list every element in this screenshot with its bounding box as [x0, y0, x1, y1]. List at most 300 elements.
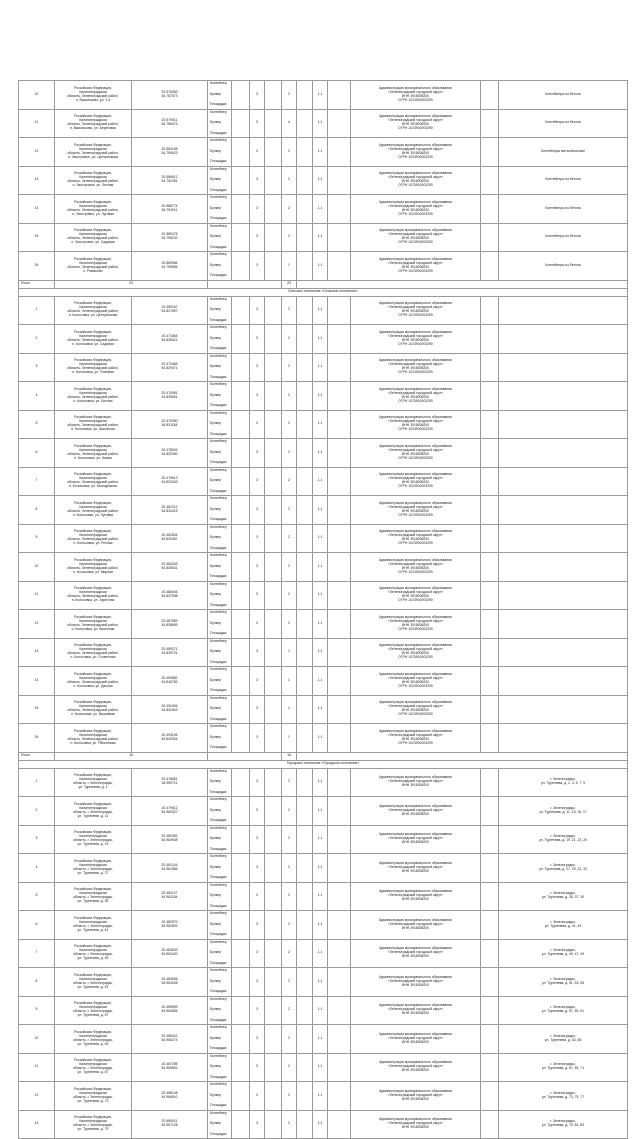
empty-cell — [297, 610, 313, 639]
empty-cell — [328, 382, 351, 411]
option-label: Бункер — [210, 262, 222, 267]
container-volume: 1,1 — [313, 911, 328, 940]
option-label: Контейнер — [210, 724, 227, 729]
option-label: Бункер — [210, 234, 222, 239]
option-label: Контейнер — [210, 439, 227, 444]
option-label: Площадка — [210, 403, 227, 408]
row-number: 16 — [19, 252, 55, 281]
site-coordinates: 20.589984 54.795556 — [132, 252, 208, 281]
waste-sources: Контейнеры из бетона — [499, 223, 628, 252]
empty-cell — [232, 968, 250, 997]
row-number: 13 — [19, 1110, 55, 1139]
section-header-row — [19, 760, 628, 768]
empty-cell — [265, 768, 282, 797]
empty-cell — [481, 768, 499, 797]
empty-cell — [328, 109, 351, 138]
empty-cell — [297, 382, 313, 411]
surface-type: 3 — [250, 1082, 265, 1111]
empty-cell — [481, 854, 499, 883]
waste-sources: Контейнеры из бетона — [499, 252, 628, 281]
site-owner: Администрация муниципального образования «Зеленоградский городской округ» ИНН 3918008200 — [351, 1053, 481, 1082]
option-label: Бункер — [210, 392, 222, 397]
container-volume: 1,1 — [313, 325, 328, 354]
waste-sources: Контейнеры из бетона — [499, 109, 628, 138]
site-coordinates: 20.475081 54.830551 — [132, 382, 208, 411]
empty-cell — [265, 581, 282, 610]
empty-cell — [265, 325, 282, 354]
container-count: 2 — [282, 467, 297, 496]
waste-sources — [499, 467, 628, 496]
site-coordinates: 20.589475 54.795232 — [132, 223, 208, 252]
container-type-options — [208, 968, 232, 997]
surface-type: 3 — [250, 768, 265, 797]
option-label: Площадка — [210, 875, 227, 880]
container-count: 2 — [282, 353, 297, 382]
table-row — [19, 109, 628, 138]
container-type-options — [208, 667, 232, 696]
site-coordinates: 20.492494 54.841843 — [132, 695, 208, 724]
container-volume: 1,1 — [313, 797, 328, 826]
site-address: Российская Федерация, Калининградская область, Зеленоградский район, п. Колосовка, ул. Полевая — [55, 353, 132, 382]
table-row — [19, 768, 628, 797]
site-address: Российская Федерация, Калининградская область, Зеленоградский район, п. Колосовка, ул. Новая — [55, 439, 132, 468]
container-volume: 1,1 — [313, 524, 328, 553]
empty-cell — [297, 252, 313, 281]
empty-cell — [232, 252, 250, 281]
container-count: 2 — [282, 410, 297, 439]
empty-cell — [481, 496, 499, 525]
waste-sources — [499, 410, 628, 439]
empty-cell — [232, 467, 250, 496]
site-coordinates: 20.485559 54.964656 — [132, 996, 208, 1025]
empty-cell — [297, 667, 313, 696]
empty-cell — [328, 882, 351, 911]
option-label: Бункер — [210, 364, 222, 369]
row-number: 12 — [19, 1082, 55, 1111]
surface-type: 3 — [250, 610, 265, 639]
option-label: Бункер — [210, 120, 222, 125]
empty-cell — [232, 911, 250, 940]
empty-cell — [265, 724, 282, 753]
empty-cell — [232, 724, 250, 753]
container-count: 2 — [282, 825, 297, 854]
empty-cell — [297, 752, 628, 760]
table-row — [19, 610, 628, 639]
empty-cell — [481, 797, 499, 826]
container-volume: 1,1 — [313, 882, 328, 911]
empty-cell — [481, 166, 499, 195]
empty-cell — [297, 410, 313, 439]
container-volume: 1,1 — [313, 296, 328, 325]
total-row — [19, 752, 628, 760]
container-volume: 1,1 — [313, 724, 328, 753]
container-count: 1 — [282, 695, 297, 724]
site-address: Российская Федерация, Калининградская область, г. Зеленоградск, ул. Тургенева, д. 79 — [55, 1110, 132, 1139]
container-count: 2 — [282, 968, 297, 997]
empty-cell — [297, 768, 313, 797]
table-row — [19, 911, 628, 940]
container-type-options — [208, 911, 232, 940]
site-address: Российская Федерация, Калининградская область, Зеленоградский район, п. Колосовка, ул. Яблоневая — [55, 724, 132, 753]
container-type-options — [208, 996, 232, 1025]
empty-cell — [232, 825, 250, 854]
row-number: 8 — [19, 496, 55, 525]
surface-type: 3 — [250, 1110, 265, 1139]
container-type-options — [208, 1110, 232, 1139]
table-row — [19, 410, 628, 439]
option-label: Площадка — [210, 1046, 227, 1051]
empty-cell — [265, 695, 282, 724]
waste-sources: г. Зеленоградск, ул. Тургенева, д. 73, 75, 77 — [499, 1082, 628, 1111]
table-row — [19, 296, 628, 325]
empty-cell — [297, 223, 313, 252]
empty-cell — [328, 325, 351, 354]
site-owner: Администрация муниципального образования «Зеленоградский городской округ» ИНН 3918008200 ОГРН 1023902003290 — [351, 724, 481, 753]
container-volume: 1,1 — [313, 467, 328, 496]
option-label: Бункер — [210, 649, 222, 654]
empty-cell — [265, 223, 282, 252]
site-address: Российская Федерация, Калининградская область, Зеленоградский район, п. Колосовка, ул. Садовая — [55, 325, 132, 354]
site-coordinates: 20.469110 54.827697 — [132, 296, 208, 325]
option-label: Бункер — [210, 807, 222, 812]
empty-cell — [265, 1110, 282, 1139]
container-volume: 1,1 — [313, 825, 328, 854]
empty-cell — [481, 667, 499, 696]
site-address: Российская Федерация, Калининградская область, г. Зеленоградск, ул. Тургенева, д. 57 — [55, 996, 132, 1025]
surface-type: 3 — [250, 325, 265, 354]
waste-sources — [499, 638, 628, 667]
row-number: 2 — [19, 325, 55, 354]
waste-sources: г. Зеленоградск, ул. Тургенева, д. 45, 47, 49 — [499, 939, 628, 968]
option-label: Площадка — [210, 130, 227, 135]
option-label: Площадка — [210, 216, 227, 221]
table-row — [19, 325, 628, 354]
container-type-options — [208, 166, 232, 195]
container-type-options — [208, 724, 232, 753]
empty-cell — [265, 1053, 282, 1082]
row-number: 15 — [19, 223, 55, 252]
empty-cell — [232, 1053, 250, 1082]
site-address: Российская Федерация, Калининградская область, Зеленоградский район, п. Колосовка, ул. Речная — [55, 524, 132, 553]
container-type-options — [208, 252, 232, 281]
empty-cell — [232, 1110, 250, 1139]
empty-cell — [481, 695, 499, 724]
site-coordinates: 20.482970 54.962802 — [132, 911, 208, 940]
option-label: Контейнер — [210, 353, 227, 358]
waste-sources — [499, 325, 628, 354]
waste-sources: г. Зеленоградск, ул. Тургенева, д. 51, 53, 55 — [499, 968, 628, 997]
empty-cell — [265, 296, 282, 325]
option-label: Контейнер — [210, 467, 227, 472]
empty-cell — [328, 797, 351, 826]
total-value: 23 — [55, 280, 208, 288]
option-label: Бункер — [210, 592, 222, 597]
row-number: 9 — [19, 996, 55, 1025]
empty-cell — [297, 195, 313, 224]
row-number: 7 — [19, 939, 55, 968]
empty-cell — [328, 581, 351, 610]
option-label: Контейнер — [210, 410, 227, 415]
option-label: Площадка — [210, 1074, 227, 1079]
option-label: Бункер — [210, 677, 222, 682]
waste-sources: Контейнеры из бетона — [499, 195, 628, 224]
empty-cell — [297, 825, 313, 854]
option-label: Площадка — [210, 688, 227, 693]
option-label: Контейнер — [210, 638, 227, 643]
option-label: Контейнер — [210, 939, 227, 944]
table-row — [19, 1053, 628, 1082]
option-label: Контейнер — [210, 138, 227, 143]
container-type-options — [208, 797, 232, 826]
empty-cell — [297, 1025, 313, 1054]
option-label: Бункер — [210, 506, 222, 511]
empty-cell — [297, 638, 313, 667]
empty-cell — [232, 410, 250, 439]
surface-type: 3 — [250, 797, 265, 826]
empty-cell — [297, 325, 313, 354]
container-type-options — [208, 439, 232, 468]
site-address: Российская Федерация, Калининградская область, г. Зеленоградск, ул. Тургенева, д. 45 — [55, 939, 132, 968]
site-owner: Администрация муниципального образования «Зеленоградский городской округ» ИНН 3918008200 ОГРН 1023902003290 — [351, 496, 481, 525]
row-number: 16 — [19, 724, 55, 753]
surface-type: 3 — [250, 854, 265, 883]
container-volume: 1,1 — [313, 439, 328, 468]
empty-cell — [232, 524, 250, 553]
site-owner: Администрация муниципального образования «Зеленоградский городской округ» ИНН 3918008200 ОГРН 1023902003290 — [351, 467, 481, 496]
surface-type: 3 — [250, 882, 265, 911]
site-owner: Администрация муниципального образования «Зеленоградский городской округ» ИНН 3918008200 — [351, 939, 481, 968]
site-coordinates: 20.483833 54.963420 — [132, 939, 208, 968]
empty-cell — [232, 939, 250, 968]
row-number: 1 — [19, 296, 55, 325]
empty-cell — [481, 1053, 499, 1082]
container-count: 2 — [282, 496, 297, 525]
empty-cell — [208, 752, 282, 760]
option-label: Площадка — [210, 989, 227, 994]
row-number: 5 — [19, 410, 55, 439]
site-address: Российская Федерация, Калининградская область, г. Зеленоградск, ул. Тургенева, д. 1 — [55, 768, 132, 797]
empty-cell — [481, 1082, 499, 1111]
empty-cell — [265, 854, 282, 883]
empty-cell — [481, 81, 499, 110]
table-row — [19, 581, 628, 610]
table-row — [19, 667, 628, 696]
empty-cell — [328, 410, 351, 439]
container-volume: 1,1 — [313, 610, 328, 639]
empty-cell — [265, 610, 282, 639]
option-label: Контейнер — [210, 81, 227, 86]
site-coordinates: 20.494105 54.842904 — [132, 724, 208, 753]
option-label: Площадка — [210, 545, 227, 550]
site-owner: Администрация муниципального образования «Зеленоградский городской округ» ИНН 3918008200 — [351, 1110, 481, 1139]
empty-cell — [328, 1082, 351, 1111]
container-type-options — [208, 825, 232, 854]
container-type-options — [208, 1053, 232, 1082]
empty-cell — [297, 553, 313, 582]
container-count: 2 — [282, 223, 297, 252]
table-row — [19, 882, 628, 911]
empty-cell — [328, 524, 351, 553]
empty-cell — [232, 882, 250, 911]
option-label: Контейнер — [210, 854, 227, 859]
site-owner: Администрация муниципального образования «Зеленоградский городской округ» ИНН 3918008200 — [351, 854, 481, 883]
container-type-options — [208, 524, 232, 553]
empty-cell — [232, 138, 250, 167]
empty-cell — [265, 138, 282, 167]
waste-sources: г. Зеленоградск, ул. Тургенева, д. 19, 21, 23, 25 — [499, 825, 628, 854]
option-label: Площадка — [210, 488, 227, 493]
table-row — [19, 797, 628, 826]
empty-cell — [328, 1025, 351, 1054]
empty-cell — [265, 382, 282, 411]
surface-type: 3 — [250, 911, 265, 940]
container-volume: 1,1 — [313, 252, 328, 281]
empty-cell — [232, 797, 250, 826]
row-number: 1 — [19, 768, 55, 797]
empty-cell — [328, 1053, 351, 1082]
container-type-options — [208, 581, 232, 610]
site-address: Российская Федерация, Калининградская область, г. Зеленоградск, ул. Тургенева, д. 73 — [55, 1082, 132, 1111]
empty-cell — [232, 581, 250, 610]
empty-cell — [328, 610, 351, 639]
empty-cell — [328, 825, 351, 854]
container-type-options — [208, 467, 232, 496]
container-volume: 1,1 — [313, 496, 328, 525]
surface-type: 3 — [250, 939, 265, 968]
option-label: Бункер — [210, 91, 222, 96]
total-value: 16 — [282, 752, 297, 760]
table-row — [19, 195, 628, 224]
site-coordinates: 20.588774 54.794011 — [132, 195, 208, 224]
container-count: 2 — [282, 1110, 297, 1139]
empty-cell — [328, 496, 351, 525]
empty-cell — [265, 825, 282, 854]
surface-type: 3 — [250, 825, 265, 854]
empty-cell — [328, 195, 351, 224]
table-row — [19, 524, 628, 553]
empty-cell — [328, 638, 351, 667]
waste-sources: г. Зеленоградск, ул. Тургенева, д. 1, 3, 5, 7, 9 — [499, 768, 628, 797]
option-label: Бункер — [210, 307, 222, 312]
empty-cell — [297, 166, 313, 195]
empty-cell — [481, 553, 499, 582]
option-label: Бункер — [210, 421, 222, 426]
site-owner: Администрация муниципального образования «Зеленоградский городской округ» ИНН 3918008200 ОГРН 1023902003290 — [351, 553, 481, 582]
table-row — [19, 695, 628, 724]
container-type-options — [208, 553, 232, 582]
option-label: Площадка — [210, 846, 227, 851]
option-label: Контейнер — [210, 1053, 227, 1058]
site-coordinates: 20.489271 54.839721 — [132, 638, 208, 667]
option-label: Контейнер — [210, 252, 227, 257]
option-label: Площадка — [210, 789, 227, 794]
container-type-options — [208, 195, 232, 224]
empty-cell — [481, 223, 499, 252]
waste-sources — [499, 496, 628, 525]
empty-cell — [265, 996, 282, 1025]
option-label: Контейнер — [210, 553, 227, 558]
surface-type: 3 — [250, 138, 265, 167]
total-label: Итого — [19, 752, 55, 760]
empty-cell — [328, 911, 351, 940]
empty-cell — [297, 939, 313, 968]
empty-cell — [232, 382, 250, 411]
empty-cell — [232, 667, 250, 696]
container-count: 2 — [282, 524, 297, 553]
container-count: 2 — [282, 81, 297, 110]
container-count: 1 — [282, 667, 297, 696]
empty-cell — [265, 882, 282, 911]
container-count: 2 — [282, 325, 297, 354]
option-label: Площадка — [210, 102, 227, 107]
total-row — [19, 280, 628, 288]
empty-cell — [232, 854, 250, 883]
site-coordinates: 20.481244 54.961566 — [132, 854, 208, 883]
empty-cell — [297, 911, 313, 940]
site-coordinates: 20.576083 54.787573 — [132, 81, 208, 110]
option-label: Контейнер — [210, 223, 227, 228]
container-volume: 1,1 — [313, 382, 328, 411]
site-owner: Администрация муниципального образования «Зеленоградский городской округ» ИНН 3918008200 ОГРН 1023902003290 — [351, 581, 481, 610]
row-number: 4 — [19, 382, 55, 411]
empty-cell — [297, 81, 313, 110]
container-type-options — [208, 410, 232, 439]
surface-type: 3 — [250, 524, 265, 553]
surface-type: 3 — [250, 667, 265, 696]
option-label: Бункер — [210, 1092, 222, 1097]
surface-type: 3 — [250, 553, 265, 582]
empty-cell — [297, 882, 313, 911]
option-label: Площадка — [210, 574, 227, 579]
container-type-options — [208, 854, 232, 883]
surface-type: 3 — [250, 353, 265, 382]
section-title: Городское поселение «Городское поселение» — [19, 760, 628, 768]
site-coordinates: 20.481212 54.834415 — [132, 496, 208, 525]
site-address: Российская Федерация, Калининградская область, Зеленоградский район, п. Колосовка, ул. Весенняя — [55, 610, 132, 639]
waste-sources — [499, 353, 628, 382]
option-label: Бункер — [210, 205, 222, 210]
container-volume: 1,1 — [313, 667, 328, 696]
site-address: Российская Федерация, Калининградская область, Зеленоградский район, п. Колосовка, ул. Мирная — [55, 553, 132, 582]
empty-cell — [265, 166, 282, 195]
row-number: 3 — [19, 825, 55, 854]
container-volume: 1,1 — [313, 410, 328, 439]
container-type-options — [208, 109, 232, 138]
site-owner: Администрация муниципального образования «Зеленоградский городской округ» ИНН 3918008200 — [351, 1082, 481, 1111]
surface-type: 3 — [250, 382, 265, 411]
container-count: 2 — [282, 882, 297, 911]
empty-cell — [265, 81, 282, 110]
row-number: 11 — [19, 109, 55, 138]
empty-cell — [297, 496, 313, 525]
site-coordinates: 20.478651 54.959711 — [132, 768, 208, 797]
container-volume: 1,1 — [313, 223, 328, 252]
option-label: Бункер — [210, 335, 222, 340]
waste-sources: г. Зеленоградск, ул. Тургенева, д. 27, 29, 31, 33 — [499, 854, 628, 883]
empty-cell — [481, 138, 499, 167]
container-type-options — [208, 353, 232, 382]
option-label: Контейнер — [210, 768, 227, 773]
empty-cell — [265, 195, 282, 224]
site-coordinates: 20.484696 54.964038 — [132, 968, 208, 997]
site-address: Российская Федерация, Калининградская область, Зеленоградский район, п. Заостровье, ул. Садовая — [55, 223, 132, 252]
site-owner: Администрация муниципального образования «Зеленоградский городской округ» ИНН 3918008200 — [351, 797, 481, 826]
empty-cell — [265, 1025, 282, 1054]
table-row — [19, 724, 628, 753]
container-volume: 1,1 — [313, 1053, 328, 1082]
option-label: Бункер — [210, 449, 222, 454]
surface-type: 3 — [250, 968, 265, 997]
